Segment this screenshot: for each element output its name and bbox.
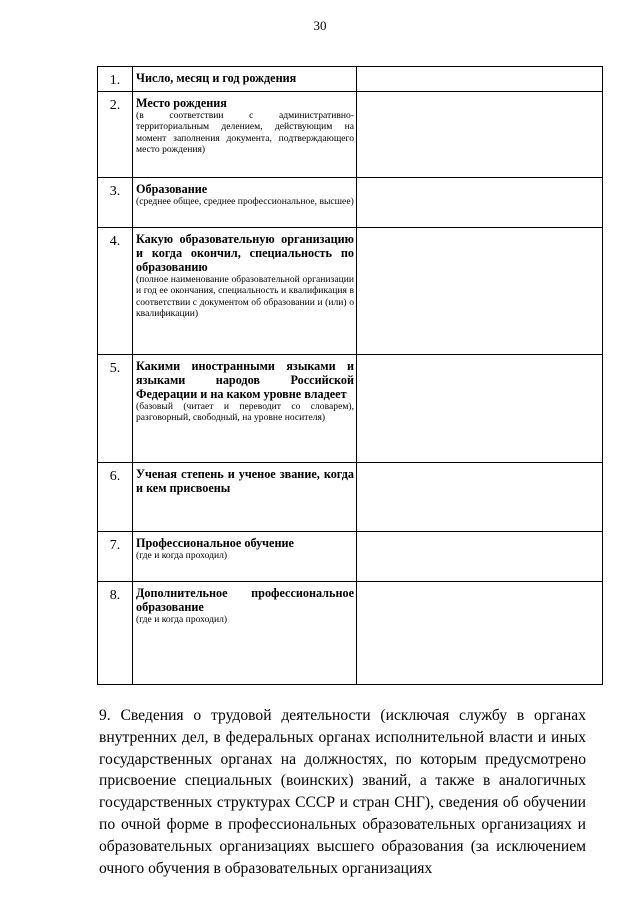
answer-cell[interactable] [357,228,603,355]
row-label [133,178,357,228]
answer-cell[interactable] [357,463,603,532]
table-row [98,532,603,582]
row-label [133,92,357,178]
answer-cell[interactable] [357,355,603,463]
table-row [98,582,603,685]
row-note: (среднее общее, среднее профессиональное, высшее) [136,196,354,207]
row-title: Дополнительное профессиональное образование [136,586,354,614]
row-note: (базовый (читает и переводит со словарем), разговорный, свободный, на уровне носителя) [136,401,354,424]
section-9-paragraph: 9. Сведения о трудовой деятельности (исключая службу в органах внутренних дел, в федеральных органах исполнительной власти и иных государственных органах на должностях, по которым предусмотрено присвоение специальных (воинских) званий, а также в аналогичных государственных структурах СССР и стран СНГ), сведения об обучении по очной форме в профессиональных образовательных организациях и образовательных организациях высшего образования (за исключением очного обучения в образовательных организациях [99,707,586,877]
table-row [98,92,603,178]
table-row [98,355,603,463]
row-title: Ученая степень и ученое звание, когда и кем присвоены [136,467,354,495]
questionnaire-table [97,66,603,685]
row-number: 7. [98,532,133,582]
row-title: Образование [136,182,208,196]
row-label [133,463,357,532]
row-number: 2. [98,92,133,178]
row-title: Профессиональное обучение [136,536,294,550]
row-title: Какими иностранными языками и языками народов Российской Федерации и на каком уровне владеет [136,359,354,401]
row-label [133,355,357,463]
row-title: Число, месяц и год рождения [136,71,297,85]
answer-cell[interactable] [357,92,603,178]
row-number: 8. [98,582,133,685]
row-number: 5. [98,355,133,463]
row-label [133,532,357,582]
answer-cell[interactable] [357,178,603,228]
row-title: Какую образовательную организацию и когда окончил, специальность по образованию [136,232,354,274]
row-note: (полное наименование образовательной организации и год ее окончания, специальность и квалификация в соответствии с документом об образовании и (или) о квалификации) [136,274,354,320]
table-row [98,178,603,228]
answer-cell[interactable] [357,532,603,582]
row-label [133,67,357,92]
page-number: 30 [313,18,327,33]
row-note: (где и когда проходил) [136,550,228,561]
row-note: (где и когда проходил) [136,614,228,625]
answer-cell[interactable] [357,582,603,685]
row-note: (в соответствии с административно-территориальным делением, действующим на момент заполнения документа, подтверждающего место рождения) [136,110,354,156]
row-title: Место рождения [136,96,227,110]
table-row [98,67,603,92]
row-number: 4. [98,228,133,355]
table-row [98,228,603,355]
row-label [133,582,357,685]
row-label [133,228,357,355]
answer-cell[interactable] [357,67,603,92]
table-row [98,463,603,532]
row-number: 3. [98,178,133,228]
row-number: 6. [98,463,133,532]
row-number: 1. [98,67,133,92]
